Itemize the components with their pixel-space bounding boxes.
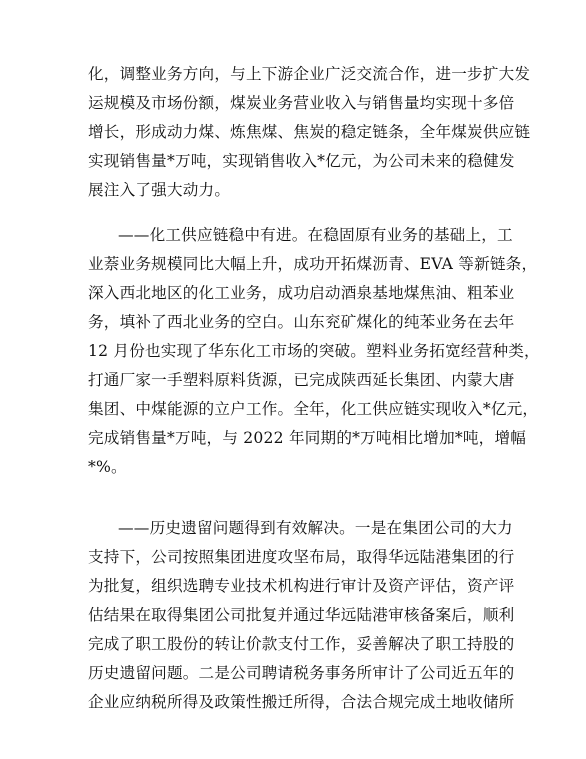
paragraph-chemical-supply-chain (88, 221, 540, 482)
text-line: 12 月份也实现了华东化工市场的突破。塑料业务拓宽经营种类， (88, 342, 540, 360)
text-line: 完成了职工股份的转让价款支付工作，妥善解决了职工持股的 (88, 635, 515, 653)
text-line: 集团、中煤能源的立户工作。全年，化工供应链实现收入*亿元， (88, 400, 539, 418)
text-line: 完成销售量*万吨，与 2022 年同期的*万吨相比增加*吨，增幅 (88, 429, 527, 447)
text-line: 化，调整业务方向，与上下游企业广泛交流合作，进一步扩大发 (88, 65, 531, 83)
text-line: 务，填补了西北业务的空白。山东兖矿煤化的纯苯业务在去年 (88, 313, 515, 331)
text-line: 业萘业务规模同比大幅上升，成功开拓煤沥青、EVA 等新链条， (88, 255, 538, 273)
text-line: 为批复，组织选聘专业技术机构进行审计及资产评估，资产评 (88, 577, 515, 595)
text-line: 增长，形成动力煤、炼焦煤、焦炭的稳定链条，全年煤炭供应链 (88, 123, 531, 141)
text-line: ——历史遗留问题得到有效解决。一是在集团公司的大力 (118, 519, 513, 537)
text-line: 打通厂家一手塑料原料货源，已完成陕西延长集团、内蒙大唐 (88, 371, 515, 389)
paragraph-coal-business (88, 60, 531, 205)
text-line: 企业应纳税所得及政策性搬迁所得，合法合规完成土地收储所 (88, 693, 515, 711)
text-line: ——化工供应链稳中有进。在稳固原有业务的基础上，工 (118, 226, 513, 244)
text-line: 展注入了强大动力。 (88, 181, 231, 199)
paragraph-legacy-issues (88, 514, 515, 717)
text-line: 运规模及市场份额，煤炭业务营业收入与销售量均实现十多倍 (88, 94, 515, 112)
text-line: 历史遗留问题。二是公司聘请税务事务所审计了公司近五年的 (88, 664, 515, 682)
text-line: *%。 (88, 458, 127, 476)
text-line: 估结果在取得集团公司批复并通过华远陆港审核备案后，顺利 (88, 606, 515, 624)
text-line: 实现销售量*万吨，实现销售收入*亿元，为公司未来的稳健发 (88, 152, 515, 170)
text-line: 支持下，公司按照集团进度攻坚布局，取得华远陆港集团的行 (88, 548, 515, 566)
text-line: 深入西北地区的化工业务，成功启动酒泉基地煤焦油、粗苯业 (88, 284, 515, 302)
